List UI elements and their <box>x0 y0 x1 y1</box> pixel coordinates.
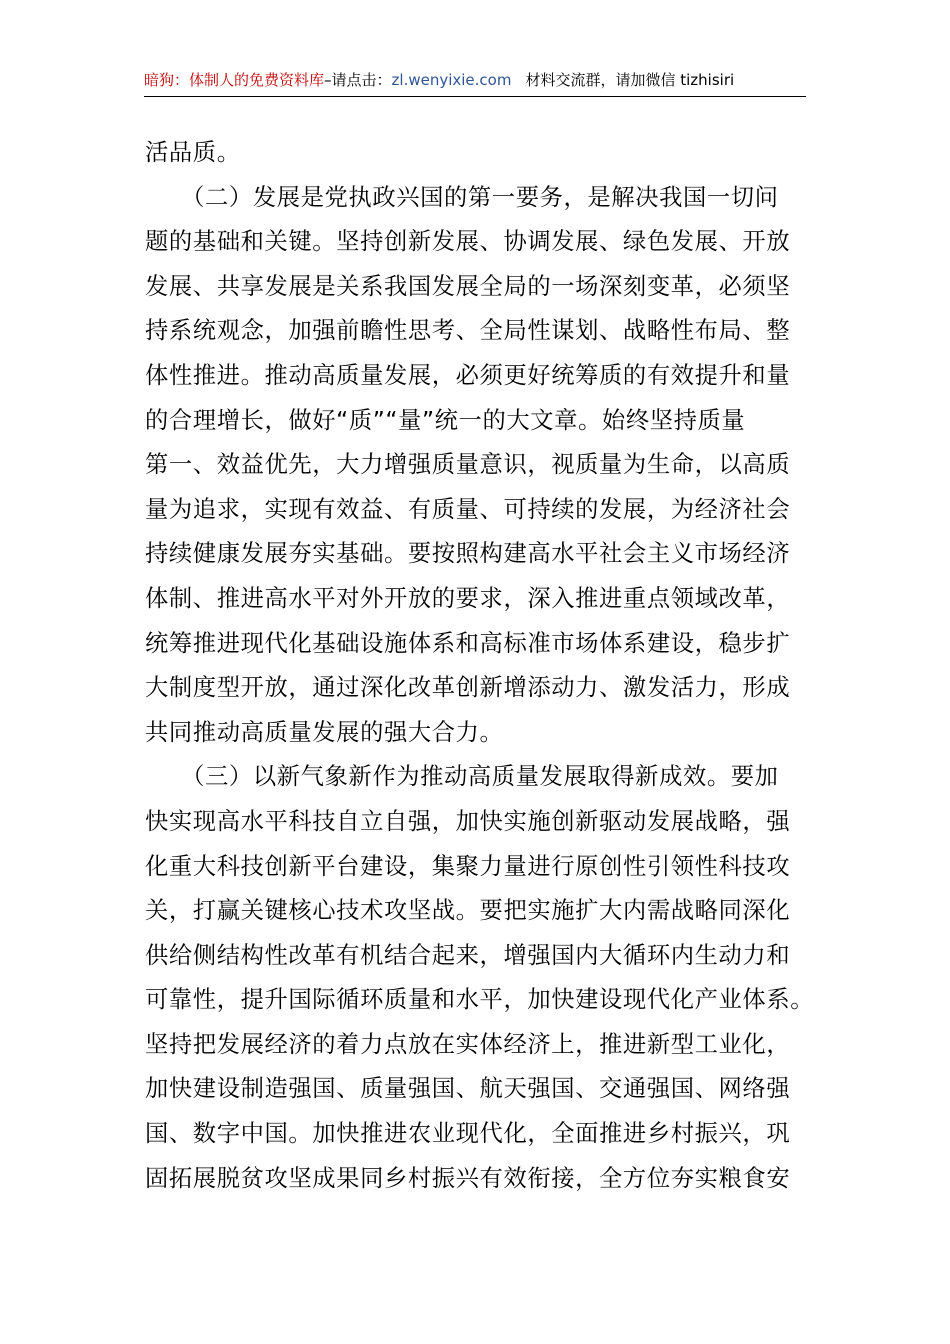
header-brand: 暗狗：体制人的免费资料库 <box>144 71 325 89</box>
text-line: 关，打赢关键核心技术攻坚战。要把实施扩大内需战略同深化 <box>145 897 791 925</box>
text-line: 固拓展脱贫攻坚成果同乡村振兴有效衔接，全方位夯实粮食安 <box>145 1164 791 1192</box>
text-line: 题的基础和关键。坚持创新发展、协调发展、绿色发展、开放 <box>145 228 791 256</box>
text-line: 加快建设制造强国、质量强国、航天强国、交通强国、网络强 <box>145 1075 791 1103</box>
text-line: （三）以新气象新作为推动高质量发展取得新成效。要加 <box>145 763 779 791</box>
text-line: 量为追求，实现有效益、有质量、可持续的发展，为经济社会 <box>145 495 791 523</box>
text-line: 坚持把发展经济的着力点放在实体经济上，推进新型工业化， <box>145 1030 791 1058</box>
text-line: 供给侧结构性改革有机结合起来，增强国内大循环内生动力和 <box>145 941 791 969</box>
text-line: 大制度型开放，通过深化改革创新增添动力、激发活力，形成 <box>145 674 791 702</box>
text-line: 统筹推进现代化基础设施体系和高标准市场体系建设，稳步扩 <box>145 629 791 657</box>
text-line: 体制、推进高水平对外开放的要求，深入推进重点领域改革， <box>145 584 791 612</box>
text-line: 第一、效益优先，大力增强质量意识，视质量为生命，以高质 <box>145 451 791 479</box>
header-separator: –请点击： <box>324 71 392 89</box>
text-line: 国、数字中国。加快推进农业现代化，全面推进乡村振兴，巩 <box>145 1120 791 1148</box>
text-line: 的合理增长，做好“质”“量”统一的大文章。始终坚持质量 <box>145 406 746 434</box>
document-body <box>145 131 815 1201</box>
text-line: 可靠性，提升国际循环质量和水平，加快建设现代化产业体系。 <box>145 986 815 1014</box>
text-line: 共同推动高质量发展的强大合力。 <box>145 718 504 746</box>
text-line: 发展、共享发展是关系我国发展全局的一场深刻变革，必须坚 <box>145 272 791 300</box>
text-line: 体性推进。推动高质量发展，必须更好统筹质的有效提升和量 <box>145 361 791 389</box>
text-line: 持系统观念，加强前瞻性思考、全局性谋划、战略性布局、整 <box>145 317 791 345</box>
header-link[interactable]: zl.wenyixie.com <box>391 71 512 89</box>
text-line: 化重大科技创新平台建设，集聚力量进行原创性引领性科技攻 <box>145 852 791 880</box>
text-line: 持续健康发展夯实基础。要按照构建高水平社会主义市场经济 <box>145 540 791 568</box>
header-wechat-note: 材料交流群，请加微信 tizhisiri <box>525 71 735 89</box>
page-header <box>144 68 806 97</box>
text-line: 快实现高水平科技自立自强，加快实施创新驱动发展战略，强 <box>145 807 791 835</box>
text-line: 活品质。 <box>145 139 241 166</box>
text-line: （二）发展是党执政兴国的第一要务，是解决我国一切问 <box>145 183 779 211</box>
